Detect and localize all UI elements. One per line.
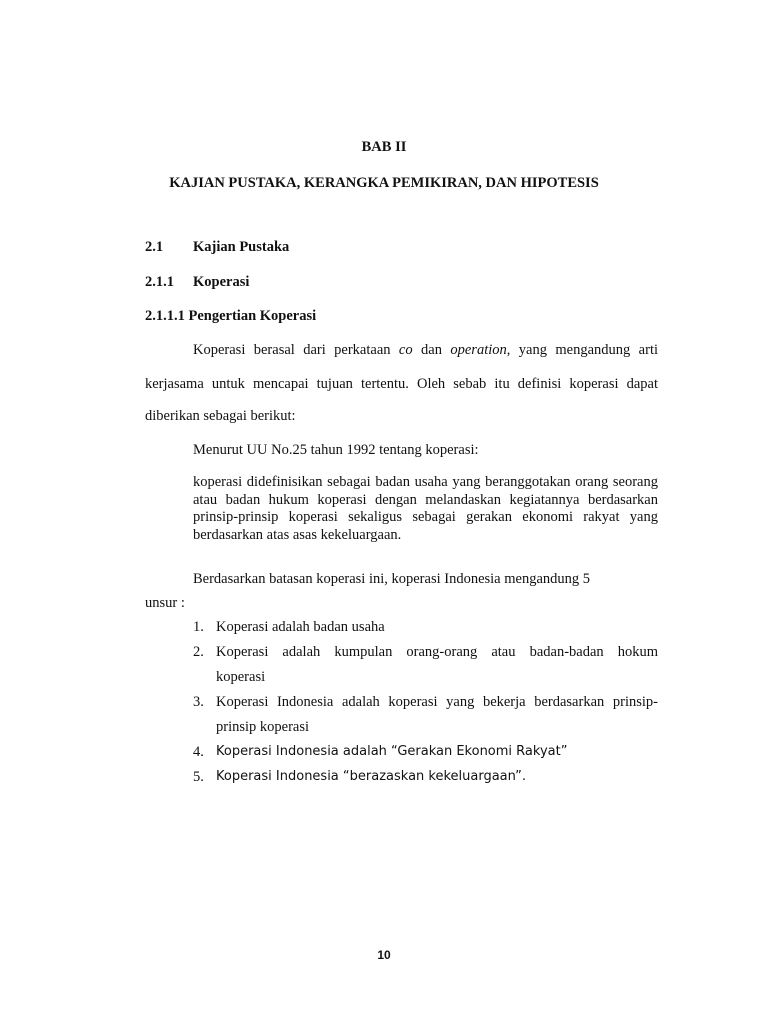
paragraph-2-line-1: Berdasarkan batasan koperasi ini, koperasi Indonesia mengandung 5 (193, 571, 591, 587)
section-2-1-1-1-heading: 2.1.1.1 Pengertian Koperasi (145, 308, 317, 324)
list-item-continuation: prinsip koperasi (216, 719, 310, 735)
law-intro: Menurut UU No.25 tahun 1992 tentang koperasi: (193, 442, 479, 458)
page-number: 10 (377, 948, 391, 962)
list-item: Koperasi Indonesia adalah koperasi yang bekerja berdasarkan prinsip- (216, 694, 658, 710)
chapter-title: KAJIAN PUSTAKA, KERANGKA PEMIKIRAN, DAN HIPOTESIS (169, 175, 599, 191)
list-item-number: 1. (193, 619, 204, 635)
paragraph-1-text: dan (412, 342, 451, 358)
law-quote: koperasi didefinisikan sebagai badan usaha yang beranggotakan orang seorang atau badan hukum koperasi dengan melandaskan kegiatannya berdasarkan prinsip-prinsip koperasi sekaligus sebagai gerakan ekonomi rakyat yang berdasarkan atas asas kekeluargaan. (193, 474, 658, 543)
paragraph-1-line-3: diberikan sebagai berikut: (145, 408, 296, 424)
list-item-number: 2. (193, 644, 204, 660)
term-co: co (398, 342, 413, 358)
list-item: Koperasi adalah kumpulan orang-orang atau badan-badan hokum (216, 644, 658, 660)
paragraph-1-line-2: kerjasama untuk mencapai tujuan tertentu. Oleh sebab itu definisi koperasi dapat (145, 376, 658, 392)
term-operation: operation (450, 342, 507, 358)
list-item: Koperasi adalah badan usaha (216, 619, 385, 635)
chapter-label: BAB II (361, 139, 407, 155)
paragraph-1-text: , yang mengandung arti (506, 342, 658, 358)
section-2-1-1-number: 2.1.1 (145, 274, 174, 290)
paragraph-1-line-1 (193, 341, 658, 359)
list-item-number: 3. (193, 694, 204, 710)
section-2-1-1-title: Koperasi (193, 274, 250, 290)
list-item: Koperasi Indonesia “berazaskan kekeluargaan”. (216, 769, 527, 784)
paragraph-1-text: Koperasi berasal dari perkataan (193, 342, 399, 358)
list-item-continuation: koperasi (216, 669, 266, 685)
paragraph-2-line-2: unsur : (145, 595, 185, 611)
list-item-number: 5. (193, 769, 204, 785)
section-2-1-number: 2.1 (145, 239, 164, 255)
section-2-1-title: Kajian Pustaka (193, 239, 290, 255)
list-item: Koperasi Indonesia adalah “Gerakan Ekonomi Rakyat” (216, 744, 568, 759)
list-item-number: 4. (193, 744, 204, 760)
